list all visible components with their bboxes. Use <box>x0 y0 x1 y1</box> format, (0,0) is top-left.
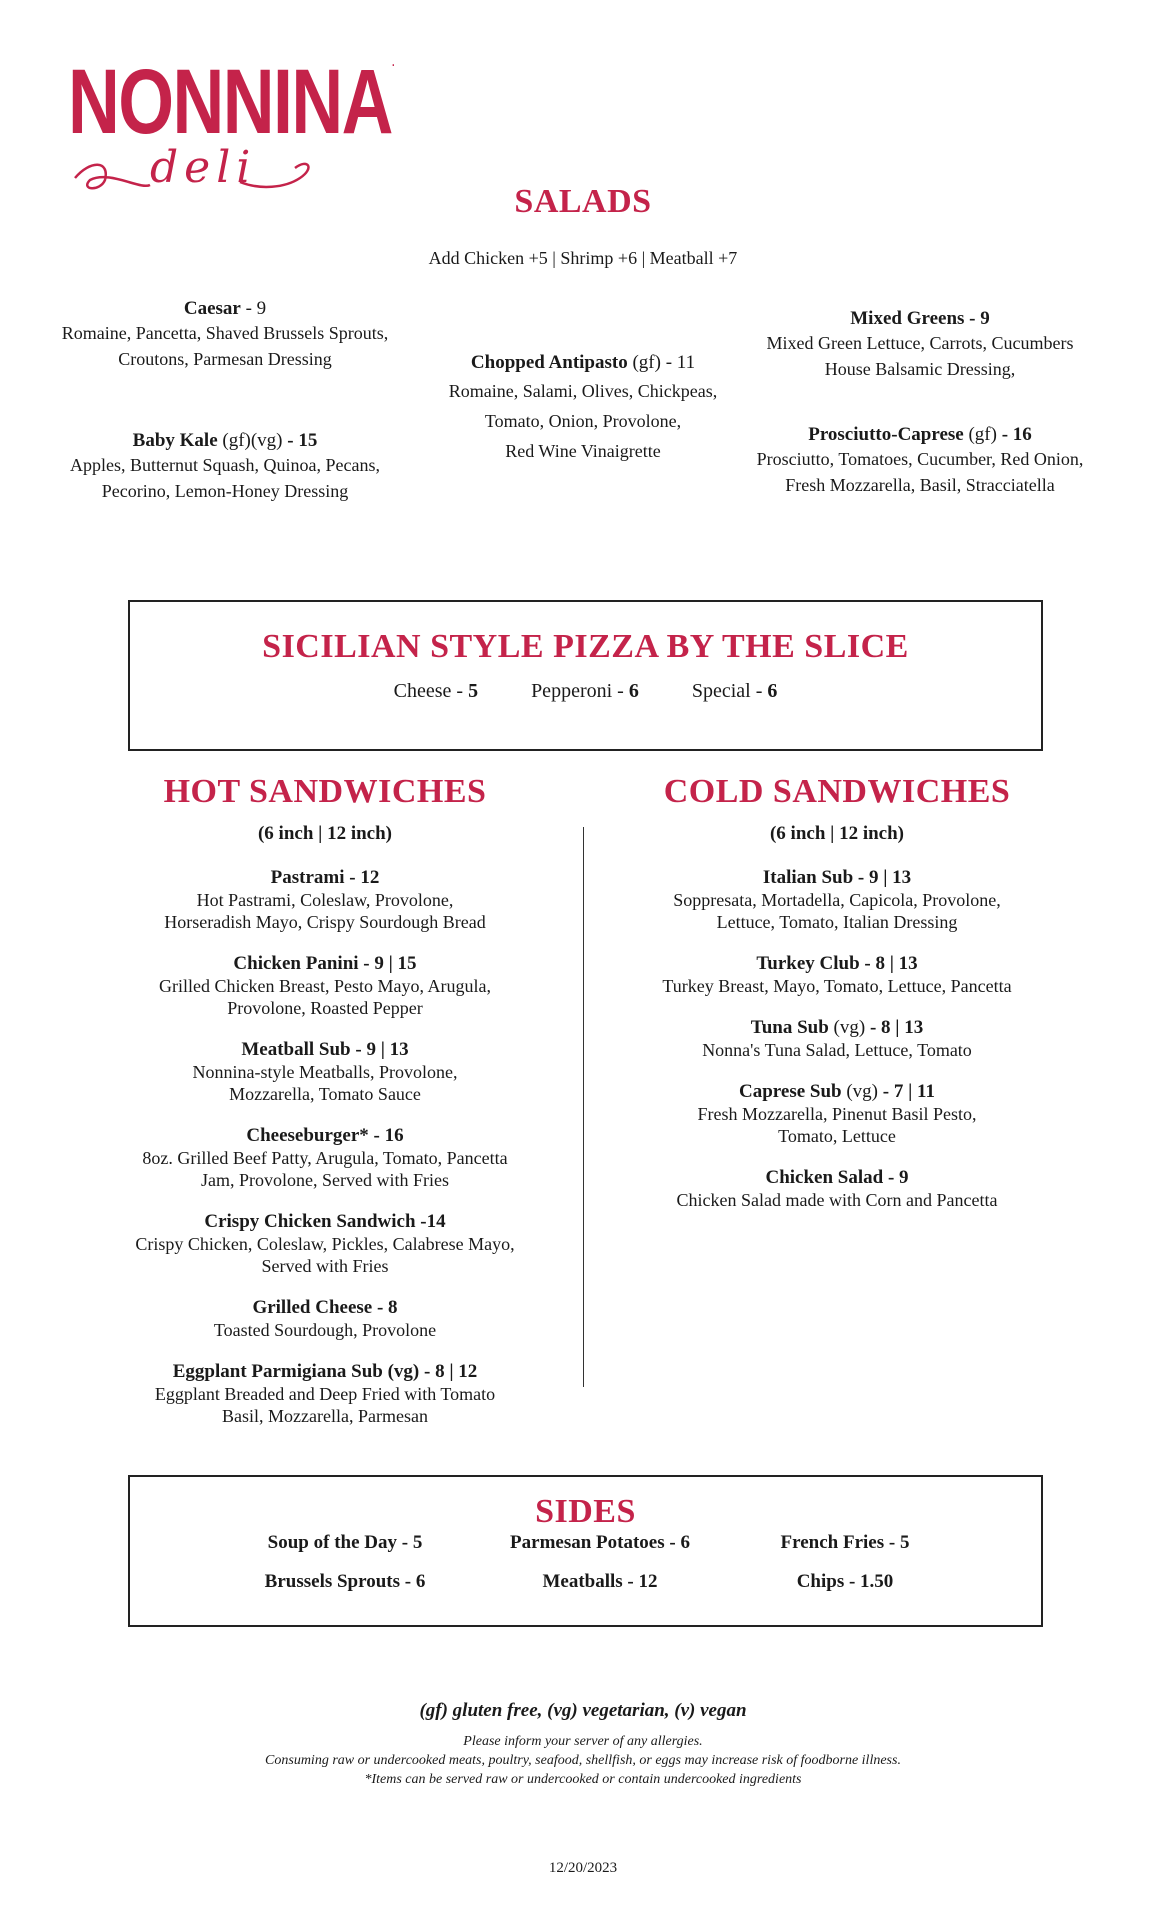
logo-deli-script: deli <box>150 142 257 193</box>
side-item: French Fries - 5 <box>780 1532 910 1553</box>
item-desc: Jam, Provolone, Served with Fries <box>201 1170 449 1190</box>
item-desc: Soppresata, Mortadella, Capicola, Provolone, <box>673 890 1001 910</box>
item-tags: (vg) <box>841 1081 879 1102</box>
item-tags: (gf)(vg) <box>217 430 283 451</box>
item-name: Cheeseburger* - 16 <box>246 1125 404 1146</box>
sides-title: SIDES <box>535 1493 636 1530</box>
item-desc: Tomato, Onion, Provolone, <box>484 411 682 431</box>
cold-sandwiches-section <box>612 773 1062 1211</box>
item-price: - 11 <box>660 352 696 373</box>
item-desc: Apples, Butternut Squash, Quinoa, Pecans, <box>70 455 380 475</box>
item-name: Grilled Cheese - 8 <box>252 1297 398 1318</box>
item-price: 6 <box>628 680 639 702</box>
item-desc: Served with Fries <box>261 1256 389 1276</box>
item-desc: Turkey Breast, Mayo, Tomato, Lettuce, Pancetta <box>662 976 1012 996</box>
item-desc: Chicken Salad made with Corn and Pancetta <box>676 1190 998 1210</box>
item-name: Tuna Sub <box>750 1017 829 1038</box>
item-desc: Romaine, Pancetta, Shaved Brussels Sprouts, <box>61 323 389 343</box>
pizza-item <box>692 680 778 702</box>
item-price: - 9 <box>240 298 267 319</box>
item-name: Special - <box>691 680 768 702</box>
sandwich-item <box>100 1361 550 1427</box>
item-price: 5 <box>468 680 479 702</box>
item-tags: (gf) <box>627 352 661 373</box>
sandwich-item <box>100 1297 550 1341</box>
item-price: - 8 | 13 <box>865 1017 924 1038</box>
item-desc: Fresh Mozzarella, Basil, Stracciatella <box>785 475 1055 495</box>
cold-sandwiches-title: COLD SANDWICHES <box>663 773 1011 810</box>
item-desc: Croutons, Parmesan Dressing <box>118 349 332 369</box>
item-name: Chicken Salad - 9 <box>765 1167 909 1188</box>
sandwich-item <box>100 1039 550 1105</box>
item-name: Turkey Club - 8 | 13 <box>756 953 918 974</box>
item-name: Eggplant Parmigiana Sub (vg) - 8 | 12 <box>172 1361 478 1382</box>
item-desc: Nonnina-style Meatballs, Provolone, <box>192 1062 458 1082</box>
item-price: - 15 <box>282 430 318 451</box>
item-name: Italian Sub - 9 | 13 <box>762 867 912 888</box>
side-item: Chips - 1.50 <box>796 1571 894 1592</box>
logo-dot: . <box>391 55 395 69</box>
item-desc: Mixed Green Lettuce, Carrots, Cucumbers <box>766 333 1074 353</box>
hot-sandwiches-section <box>100 773 550 1427</box>
allergy-notes <box>0 1732 1166 1789</box>
item-desc: Grilled Chicken Breast, Pesto Mayo, Arugula, <box>159 976 491 996</box>
item-price: - 7 | 11 <box>878 1081 935 1102</box>
item-desc: House Balsamic Dressing, <box>824 359 1016 379</box>
dietary-legend: (gf) gluten free, (vg) vegetarian, (v) vegan <box>419 1700 747 1721</box>
item-name: Prosciutto-Caprese <box>808 424 964 445</box>
item-desc: Nonna's Tuna Salad, Lettuce, Tomato <box>702 1040 972 1060</box>
sandwich-item <box>612 1081 1062 1147</box>
sandwich-item <box>612 953 1062 997</box>
item-desc: Red Wine Vinaigrette <box>505 441 661 461</box>
item-name: Cheese - <box>393 680 469 702</box>
sandwich-item <box>100 867 550 933</box>
salad-mixed-greens <box>745 308 1095 382</box>
pizza-item <box>394 680 478 702</box>
item-desc: Fresh Mozzarella, Pinenut Basil Pesto, <box>697 1104 977 1124</box>
hot-sandwiches-title: HOT SANDWICHES <box>163 773 487 810</box>
sandwich-item <box>612 1017 1062 1061</box>
item-tags: (gf) <box>963 424 997 445</box>
item-desc: Mozzarella, Tomato Sauce <box>229 1084 421 1104</box>
side-item: Soup of the Day - 5 <box>267 1532 423 1553</box>
salad-caesar <box>60 298 390 372</box>
item-desc: Horseradish Mayo, Crispy Sourdough Bread <box>164 912 486 932</box>
hot-sandwiches-sizes: (6 inch | 12 inch) <box>257 823 393 844</box>
cold-sandwiches-sizes: (6 inch | 12 inch) <box>769 823 905 844</box>
sandwich-item <box>612 867 1062 933</box>
item-desc: Tomato, Lettuce <box>778 1126 896 1146</box>
side-item: Parmesan Potatoes - 6 <box>510 1532 690 1553</box>
item-desc: Hot Pastrami, Coleslaw, Provolone, <box>196 890 454 910</box>
logo-wordmark <box>68 51 395 153</box>
salads-addons: Add Chicken +5 | Shrimp +6 | Meatball +7 <box>428 248 738 268</box>
item-desc: Basil, Mozzarella, Parmesan <box>222 1406 428 1426</box>
pizza-item <box>531 680 639 702</box>
foodborne-warning: Consuming raw or undercooked meats, poultry, seafood, shellfish, or eggs may increase risk of foodborne illness. <box>265 1753 901 1768</box>
sandwich-item <box>100 1125 550 1191</box>
item-price: - 9 <box>964 308 990 329</box>
sandwich-item <box>612 1167 1062 1211</box>
allergy-note: Please inform your server of any allergies. <box>463 1734 703 1749</box>
sandwich-item <box>100 953 550 1019</box>
item-name: Crispy Chicken Sandwich -14 <box>204 1211 446 1232</box>
salad-baby-kale <box>60 430 390 504</box>
salads-title: SALADS <box>514 183 652 220</box>
item-name: Pastrami - 12 <box>270 867 380 888</box>
item-name: Chicken Panini - 9 | 15 <box>233 953 417 974</box>
asterisk-note: *Items can be served raw or undercooked or contain undercooked ingredients <box>364 1772 802 1787</box>
sides-box <box>128 1475 1043 1627</box>
item-name: Chopped Antipasto <box>470 352 628 373</box>
item-name: Pepperoni - <box>531 680 629 702</box>
side-item: Brussels Sprouts - 6 <box>264 1571 426 1592</box>
sandwich-item <box>100 1211 550 1277</box>
item-name: Baby Kale <box>132 430 218 451</box>
item-tags: (vg) <box>828 1017 866 1038</box>
item-desc: Prosciutto, Tomatoes, Cucumber, Red Onion, <box>756 449 1084 469</box>
side-item: Meatballs - 12 <box>542 1571 658 1592</box>
item-name: Meatball Sub - 9 | 13 <box>241 1039 409 1060</box>
item-name: Caprese Sub <box>739 1081 842 1102</box>
item-price: - 16 <box>996 424 1032 445</box>
item-desc: Romaine, Salami, Olives, Chickpeas, <box>448 381 718 401</box>
item-desc: Toasted Sourdough, Provolone <box>213 1320 437 1340</box>
column-divider <box>583 827 584 1387</box>
logo-text: NONNINA <box>68 51 392 153</box>
item-desc: 8oz. Grilled Beef Patty, Arugula, Tomato, Pancetta <box>142 1148 508 1168</box>
item-desc: Pecorino, Lemon-Honey Dressing <box>101 481 349 501</box>
item-desc: Crispy Chicken, Coleslaw, Pickles, Calabrese Mayo, <box>135 1234 515 1254</box>
pizza-box <box>128 600 1043 751</box>
salad-chopped-antipasto <box>413 350 753 466</box>
menu-date: 12/20/2023 <box>548 1860 618 1876</box>
pizza-items <box>130 680 1041 703</box>
item-desc: Lettuce, Tomato, Italian Dressing <box>716 912 958 932</box>
item-desc: Eggplant Breaded and Deep Fried with Tomato <box>154 1384 496 1404</box>
item-desc: Provolone, Roasted Pepper <box>227 998 423 1018</box>
item-name: Caesar <box>183 298 241 319</box>
item-name: Mixed Greens <box>850 308 965 329</box>
pizza-title: SICILIAN STYLE PIZZA BY THE SLICE <box>262 628 909 665</box>
salad-prosciutto-caprese <box>745 424 1095 498</box>
item-price: 6 <box>767 680 778 702</box>
